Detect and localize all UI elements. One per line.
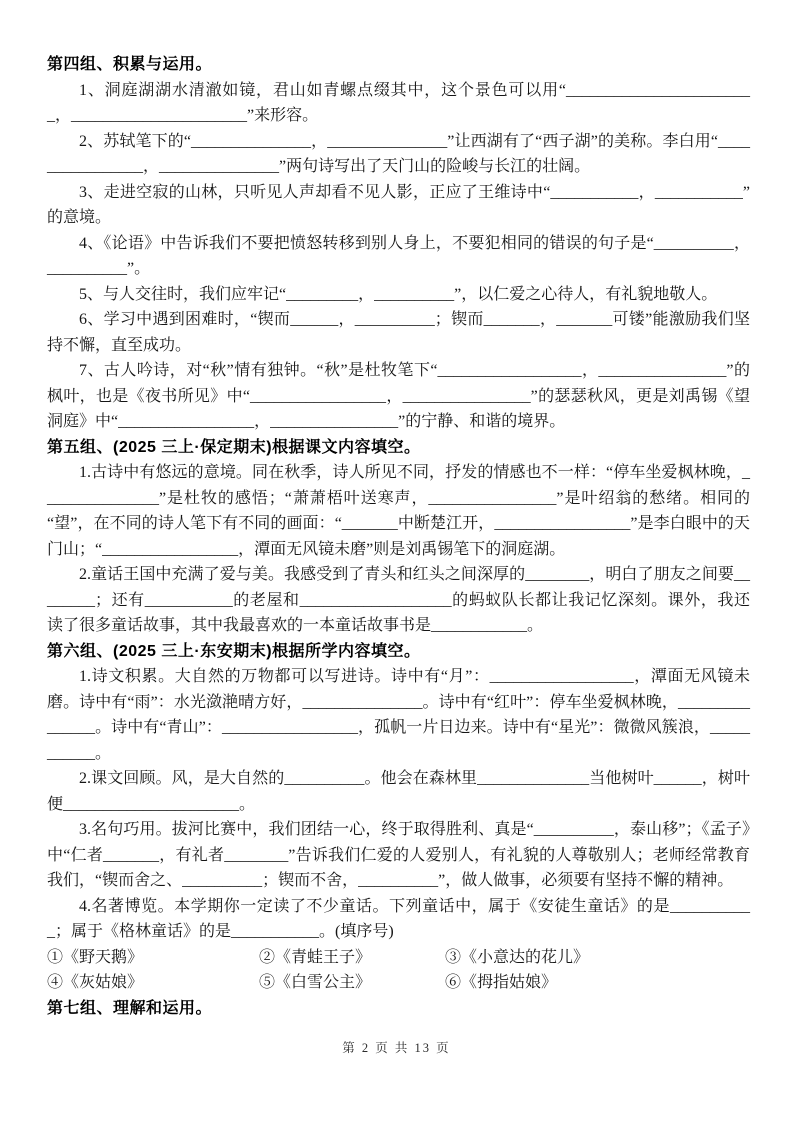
question-4-5: 5、与人交往时，我们应牢记“_________，__________”，以仁爱之心待人，有礼貌地敬人。 — [79, 285, 718, 303]
question-4-6: 6、学习中遇到困难时，“锲而______，__________；锲而_______，_______可镂”能激励我们坚持不懈，直至成功。 — [47, 311, 750, 354]
option-3-little-idas-flowers: ③《小意达的花儿》 — [445, 948, 590, 966]
question-6-3: 3.名句巧用。拔河比赛中，我们团结一心，终于取得胜利、真是“__________，泰山移”；《孟子》中“仁者_______，有礼者________”告诉我们仁爱的人爱别人，有礼貌的人尊敬别人；老师经常教育我们，“锲而舍之、__________；锲而不舍，__________”，做人做事，必须要有坚持不懈的精神。 — [47, 821, 750, 889]
section-5-heading: 第五组、(2025 三上·保定期末)根据课文内容填空。 — [47, 438, 421, 456]
question-6-4: 4.名著博览。本学期你一定读了不少童话。下列童话中，属于《安徒生童话》的是___________；属于《格林童话》的是___________。(填序号) — [47, 897, 750, 940]
question-4-1: 1、洞庭湖湖水清澈如镜，君山如青螺点缀其中，这个景色可以用“________________________，______________________”来形容。 — [47, 81, 750, 124]
section-4-heading: 第四组、积累与运用。 — [47, 56, 213, 73]
option-1-wild-swans: ①《野天鹅》 — [47, 948, 144, 966]
question-5-1: 1.古诗中有悠远的意境。同在秋季，诗人所见不同，抒发的情感也不一样：“停车坐爱枫林晚，_______________”是杜牧的感悟；“萧萧梧叶送寒声，________________”是叶绍翁的愁绪。相同的“望”，在不同的诗人笔下有不同的画面：“_______中断楚江开，_________________”是李白眼中的天门山；“_________________，潭面无风镜未磨”则是刘禹锡笔下的洞庭湖。 — [47, 464, 750, 558]
option-4-cinderella: ④《灰姑娘》 — [47, 974, 144, 991]
option-2-frog-prince: ②《青蛙王子》 — [259, 948, 372, 966]
option-5-snow-white: ⑤《白雪公主》 — [259, 974, 372, 991]
options-row-2 — [47, 970, 750, 996]
section-6-learned-fill — [47, 639, 750, 996]
page-number: 第 2 页 共 13 页 — [342, 1041, 451, 1055]
question-4-4: 4、《论语》中告诉我们不要把愤怒转移到别人身上，不要犯相同的错误的句子是“__________，__________”。 — [47, 234, 750, 277]
section-7-heading: 第七组、理解和运用。 — [47, 999, 213, 1017]
section-4-accumulation — [47, 52, 750, 435]
question-5-2: 2.童话王国中充满了爱与美。我感受到了青头和红头之间深厚的________，明白了朋友之间要________；还有___________的老屋和___________________的蚂蚁队长都让我记忆深刻。课外，我还读了很多童话故事，其中我最喜欢的一本童话故事书是____________。 — [47, 566, 750, 634]
section-7-comprehension — [47, 996, 750, 1022]
option-6-thumbelina: ⑥《拇指姑娘》 — [445, 974, 558, 991]
question-6-2: 2.课文回顾。风，是大自然的__________。他会在森林里______________当他树叶______，树叶便______________________。 — [47, 770, 750, 813]
question-4-3: 3、走进空寂的山林，只听见人声却看不见人影，正应了王维诗中“___________，___________”的意境。 — [47, 183, 750, 226]
options-row-1 — [47, 945, 750, 971]
question-6-1: 1.诗文积累。大自然的万物都可以写进诗。诗中有“月”：__________________，潭面无风镜未磨。诗中有“雨”：水光潋滟晴方好，_______________。诗中有“红叶”：停车坐爱枫林晚，_______________。诗中有“青山”：_________________，孤帆一片日边来。诗中有“星光”：微微风簇浪，___________。 — [47, 668, 750, 762]
section-5-text-fill — [47, 435, 750, 639]
section-6-heading: 第六组、(2025 三上·东安期末)根据所学内容填空。 — [47, 642, 421, 660]
question-4-2: 2、苏轼笔下的“_______________，_______________”让西湖有了“西子湖”的美称。李白用“________________，_______________”两句诗写出了天门山的险峻与长江的壮阔。 — [47, 132, 750, 175]
question-4-7: 7、古人吟诗，对“秋”情有独钟。“秋”是杜牧笔下“__________________，________________”的枫叶，也是《夜书所见》中“_________________，________________”的瑟瑟秋风，更是刘禹锡《望洞庭》中“_________________，________________”的宁静、和谐的境界。 — [47, 362, 750, 430]
